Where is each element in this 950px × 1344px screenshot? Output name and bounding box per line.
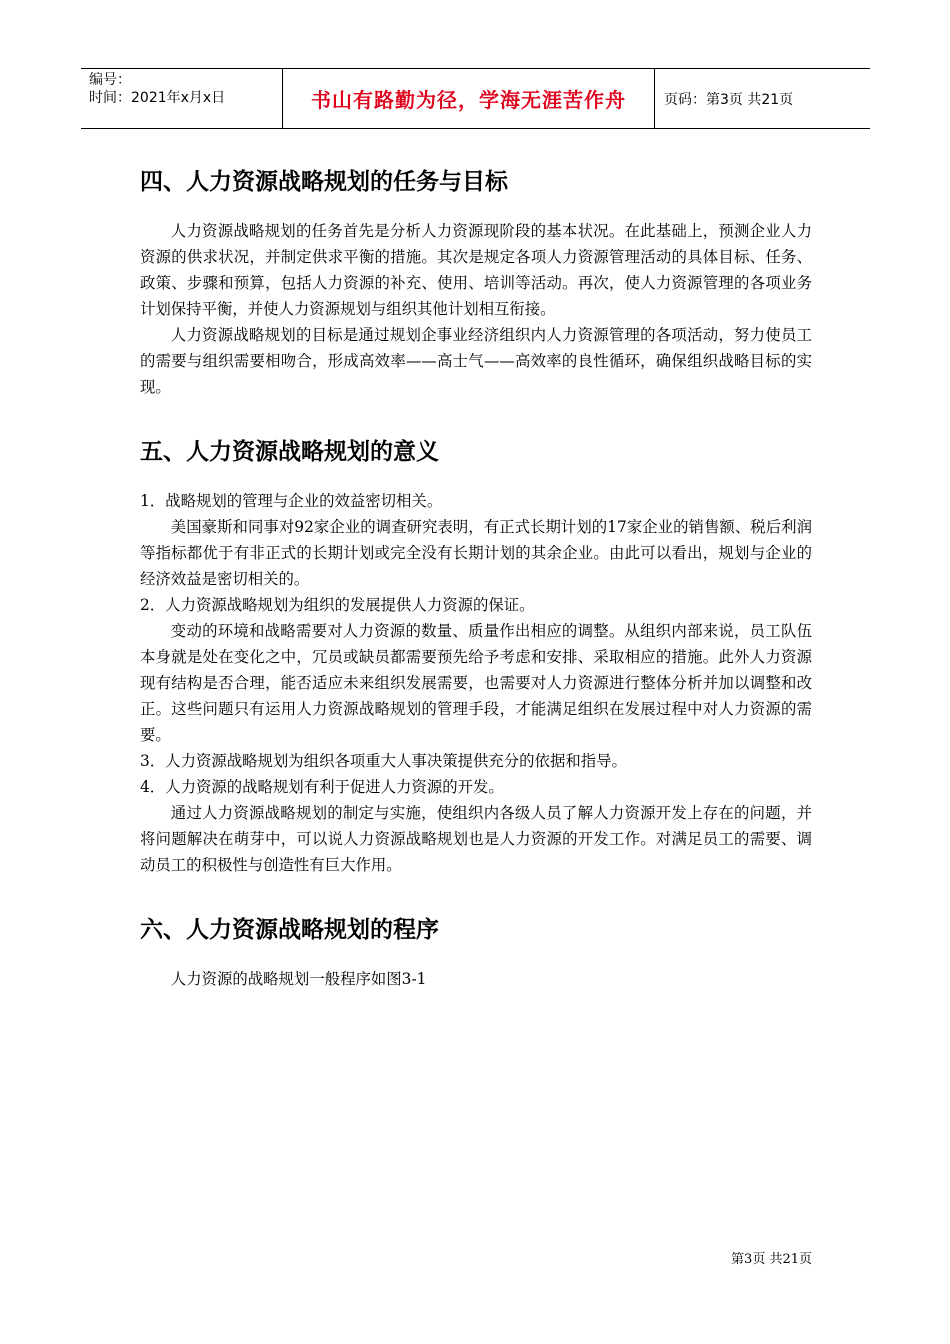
list-item: 4．人力资源的战略规划有利于促进人力资源的开发。 [140, 778, 504, 796]
document-body [140, 160, 812, 992]
paragraph: 美国豪斯和同事对92家企业的调查研究表明，有正式长期计划的17家企业的销售额、税后利润等指标都优于有非正式的长期计划或完全没有长期计划的其余企业。由此可以看出，规划与企业的经济效益是密切相关的。 [140, 518, 812, 588]
paragraph: 人力资源的战略规划一般程序如图3-1 [170, 970, 427, 988]
list-item: 1．战略规划的管理与企业的效益密切相关。 [140, 492, 443, 510]
document-date: 时间：2021年x月x日 [89, 90, 226, 106]
header-motto: 书山有路勤为径，学海无涯苦作舟 [282, 69, 655, 128]
header-page-info: 页码：第3页 共21页 [664, 91, 794, 108]
paragraph: 通过人力资源战略规划的制定与实施，使组织内各级人员了解人力资源开发上存在的问题，并将问题解决在萌芽中，可以说人力资源战略规划也是人力资源的开发工作。对满足员工的需要、调动员工的积极性与创造性有巨大作用。 [140, 804, 812, 874]
section-heading-significance: 五、人力资源战略规划的意义 [140, 439, 439, 465]
page-footer-number: 第3页 共21页 [731, 1252, 812, 1267]
page-header [81, 68, 870, 129]
paragraph: 人力资源战略规划的任务首先是分析人力资源现阶段的基本状况。在此基础上，预测企业人力资源的供求状况，并制定供求平衡的措施。其次是规定各项人力资源管理活动的具体目标、任务、政策、步骤和预算，包括人力资源的补充、使用、培训等活动。再次，使人力资源管理的各项业务计划保持平衡，并使人力资源规划与组织其他计划相互衔接。 [140, 222, 812, 318]
paragraph: 人力资源战略规划的目标是通过规划企事业经济组织内人力资源管理的各项活动，努力使员工的需要与组织需要相吻合，形成高效率——高士气——高效率的良性循环，确保组织战略目标的实现。 [140, 326, 812, 396]
document-number-label: 编号： [89, 72, 131, 88]
section-heading-procedure: 六、人力资源战略规划的程序 [140, 917, 439, 943]
header-meta [81, 69, 282, 128]
paragraph: 变动的环境和战略需要对人力资源的数量、质量作出相应的调整。从组织内部来说，员工队伍本身就是处在变化之中，冗员或缺员都需要预先给予考虑和安排、采取相应的措施。此外人力资源现有结构是否合理，能否适应未来组织发展需要，也需要对人力资源进行整体分析并加以调整和改正。这些问题只有运用人力资源战略规划的管理手段，才能满足组织在发展过程中对人力资源的需要。 [140, 622, 812, 744]
section-heading-tasks-goals: 四、人力资源战略规划的任务与目标 [140, 169, 508, 195]
list-item: 3．人力资源战略规划为组织各项重大人事决策提供充分的依据和指导。 [140, 752, 627, 770]
list-item: 2．人力资源战略规划为组织的发展提供人力资源的保证。 [140, 596, 535, 614]
